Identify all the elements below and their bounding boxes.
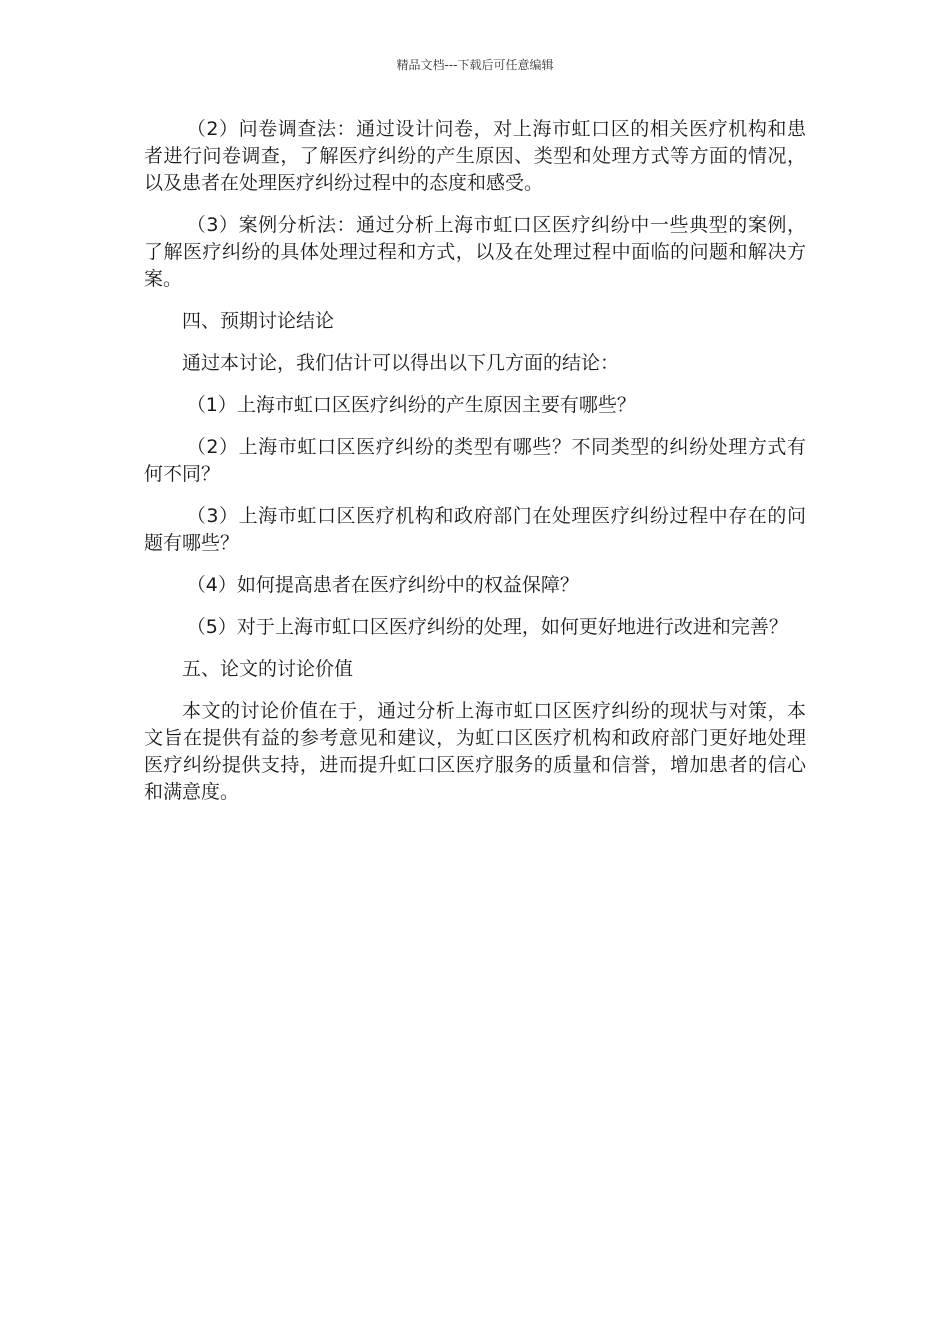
page-header: 精品文档---下载后可任意编辑 — [396, 58, 554, 72]
paragraph-method-questionnaire: （2）问卷调查法：通过设计问卷，对上海市虹口区的相关医疗机构和患者进行问卷调查，了解医疗纠纷的产生原因、类型和处理方式等方面的情况，以及患者在处理医疗纠纷过程中的态度和感受。 — [144, 118, 806, 194]
paragraph-conclusion-2: （2）上海市虹口区医疗纠纷的类型有哪些？不同类型的纠纷处理方式有何不同？ — [144, 436, 806, 485]
paragraph-conclusion-4: （4）如何提高患者在医疗纠纷中的权益保障？ — [186, 574, 579, 596]
paragraph-conclusion-5: （5）对于上海市虹口区医疗纠纷的处理，如何更好地进行改进和完善？ — [186, 616, 788, 638]
document-body — [144, 116, 806, 821]
paragraph-research-value: 本文的讨论价值在于，通过分析上海市虹口区医疗纠纷的现状与对策，本文旨在提供有益的参考意见和建议，为虹口区医疗机构和政府部门更好地处理医疗纠纷提供支持，进而提升虹口区医疗服务的质量和信誉，增加患者的信心和满意度。 — [144, 700, 806, 803]
paragraph-conclusion-3: （3）上海市虹口区医疗机构和政府部门在处理医疗纠纷过程中存在的问题有哪些？ — [144, 505, 806, 554]
paragraph-conclusions-intro: 通过本讨论，我们估计可以得出以下几方面的结论： — [182, 352, 620, 374]
section-heading-expected-conclusions: 四、预期讨论结论 — [182, 310, 335, 332]
paragraph-method-case-analysis: （3）案例分析法：通过分析上海市虹口区医疗纠纷中一些典型的案例，了解医疗纠纷的具体处理过程和方式，以及在处理过程中面临的问题和解决方案。 — [144, 214, 806, 290]
section-heading-research-value: 五、论文的讨论价值 — [182, 658, 354, 680]
paragraph-conclusion-1: （1）上海市虹口区医疗纠纷的产生原因主要有哪些？ — [186, 394, 636, 416]
